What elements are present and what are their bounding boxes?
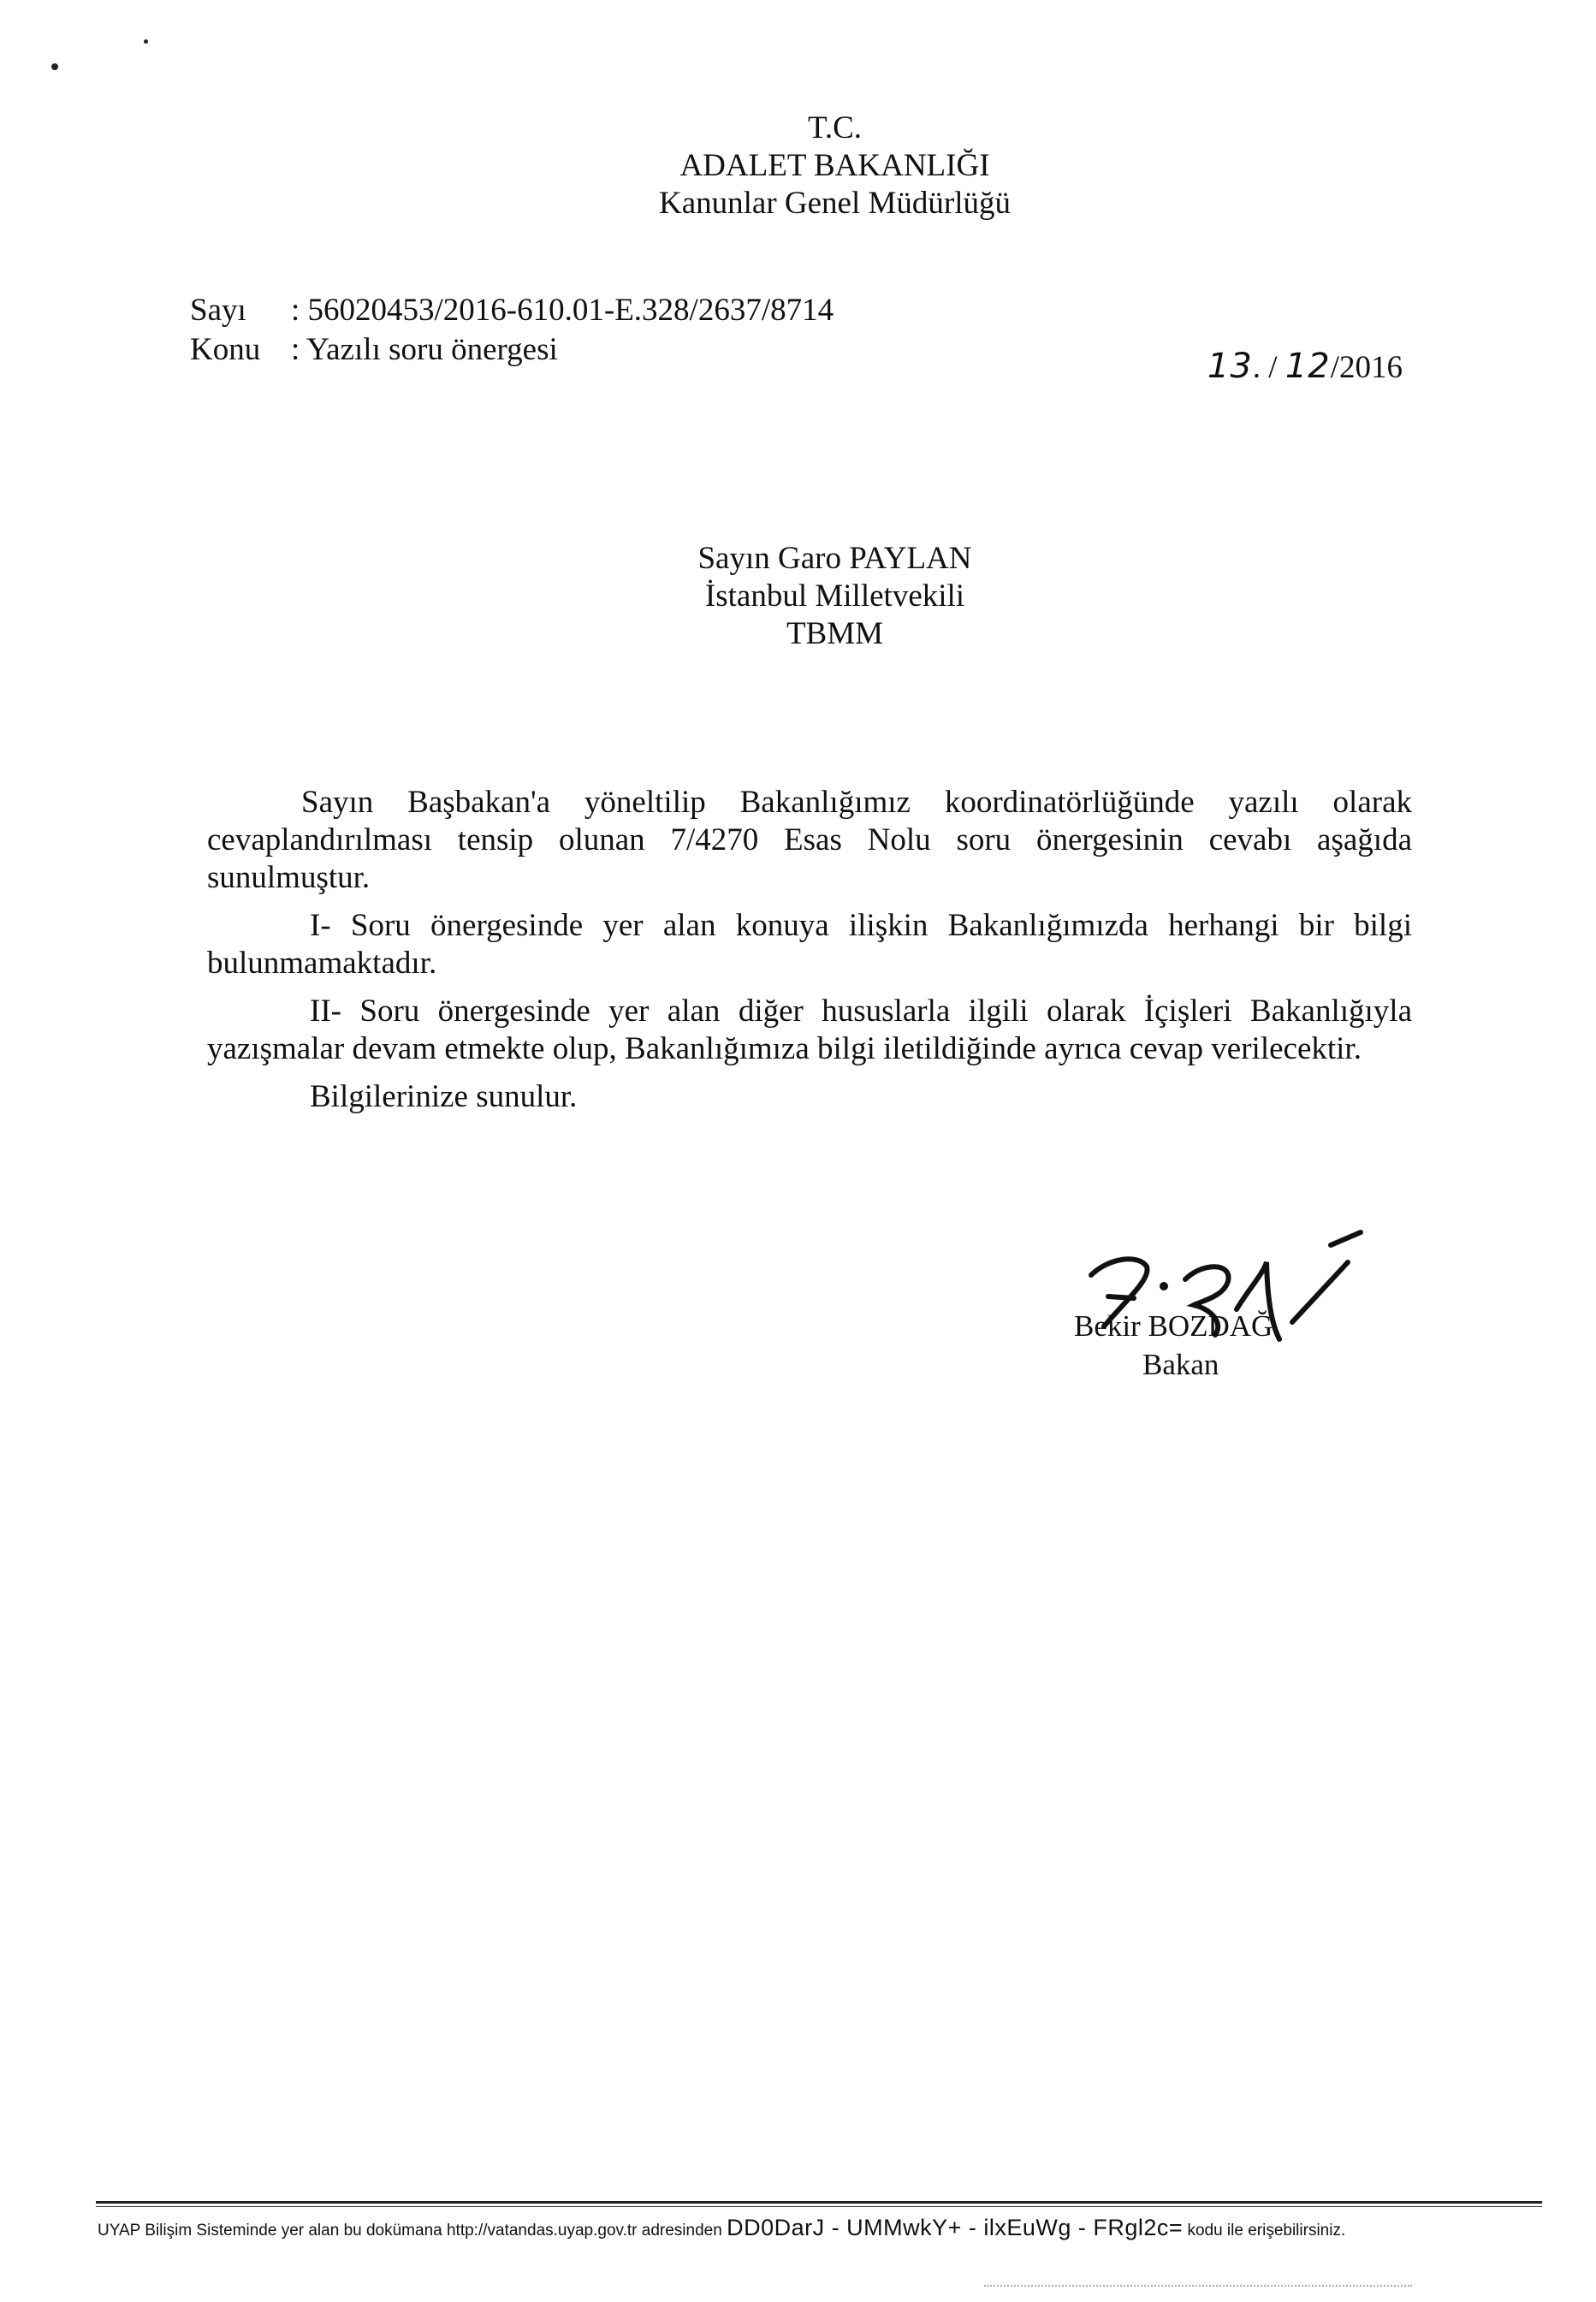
date-separator: /: [1268, 350, 1278, 385]
scan-noise: [984, 2285, 1412, 2288]
date-day-handwritten: 13: [1207, 347, 1253, 386]
signatory-name: Bekir BOZDAĞ: [1074, 1309, 1273, 1343]
recipient-block: [0, 540, 1596, 653]
date-year: 2016: [1339, 350, 1403, 385]
date-separator: /: [1330, 350, 1339, 385]
body-paragraph-intro: Sayın Başbakan'a yöneltilip Bakanlığımız koordinatörlüğünde yazılı olarak cevaplandırılması tensip olunan 7/4270 Esas Nolu soru önergesinin cevabı aşağıda sunulmuştur.: [207, 785, 1412, 895]
recipient-title: İstanbul Milletvekili: [704, 578, 965, 614]
footer-verification-code: DD0DarJ - UMMwkY+ - ilxEuWg - FRgl2c=: [727, 2215, 1184, 2240]
reference-number-value: : 56020453/2016-610.01-E.328/2637/8714: [291, 293, 834, 328]
reference-number-row: [190, 291, 834, 330]
subject-label: Konu: [190, 332, 261, 367]
recipient-institution: TBMM: [786, 616, 884, 651]
date-month-handwritten: 12: [1285, 347, 1331, 386]
scan-speck: [144, 39, 148, 44]
footer-text-after: kodu ile erişebilirsiniz.: [1187, 2222, 1346, 2240]
signature-block: [1074, 1228, 1382, 1391]
document-date: [1207, 347, 1403, 388]
letterhead-ministry: ADALET BAKANLIĞI: [679, 148, 990, 183]
recipient-name: Sayın Garo PAYLAN: [697, 541, 972, 576]
reference-number-label: Sayı: [190, 293, 246, 328]
scan-speck: [51, 63, 58, 70]
reference-block: [190, 291, 834, 370]
letterhead-country: T.C.: [807, 110, 863, 145]
subject-value: : Yazılı soru önergesi: [291, 332, 558, 367]
body-paragraph-closing: Bilgilerinize sunulur.: [310, 1079, 578, 1114]
signatory-title: Bakan: [1142, 1348, 1219, 1381]
footer-verification: [98, 2215, 1345, 2241]
letterhead-department: Kanunlar Genel Müdürlüğü: [658, 186, 1011, 221]
letterhead: [0, 110, 1596, 222]
date-separator: .: [1252, 350, 1261, 385]
subject-row: [190, 330, 834, 370]
footer-text-before: UYAP Bilişim Sisteminde yer alan bu dokümana http://vatandas.uyap.gov.tr adresinden: [98, 2222, 722, 2240]
body-paragraph-item-1: I- Soru önergesinde yer alan konuya ilişkin Bakanlığımızda herhangi bir bilgi bulunmamaktadır.: [207, 908, 1412, 981]
footer-divider: [96, 2206, 1542, 2207]
footer-divider: [96, 2201, 1542, 2204]
body-paragraph-item-2: II- Soru önergesinde yer alan diğer hususlarla ilgili olarak İçişleri Bakanlığıyla yazışmalar devam etmekte olup, Bakanlığımıza bilgi iletildiğinde ayrıca cevap verilecektir.: [207, 994, 1412, 1066]
letter-body: [207, 784, 1412, 1126]
